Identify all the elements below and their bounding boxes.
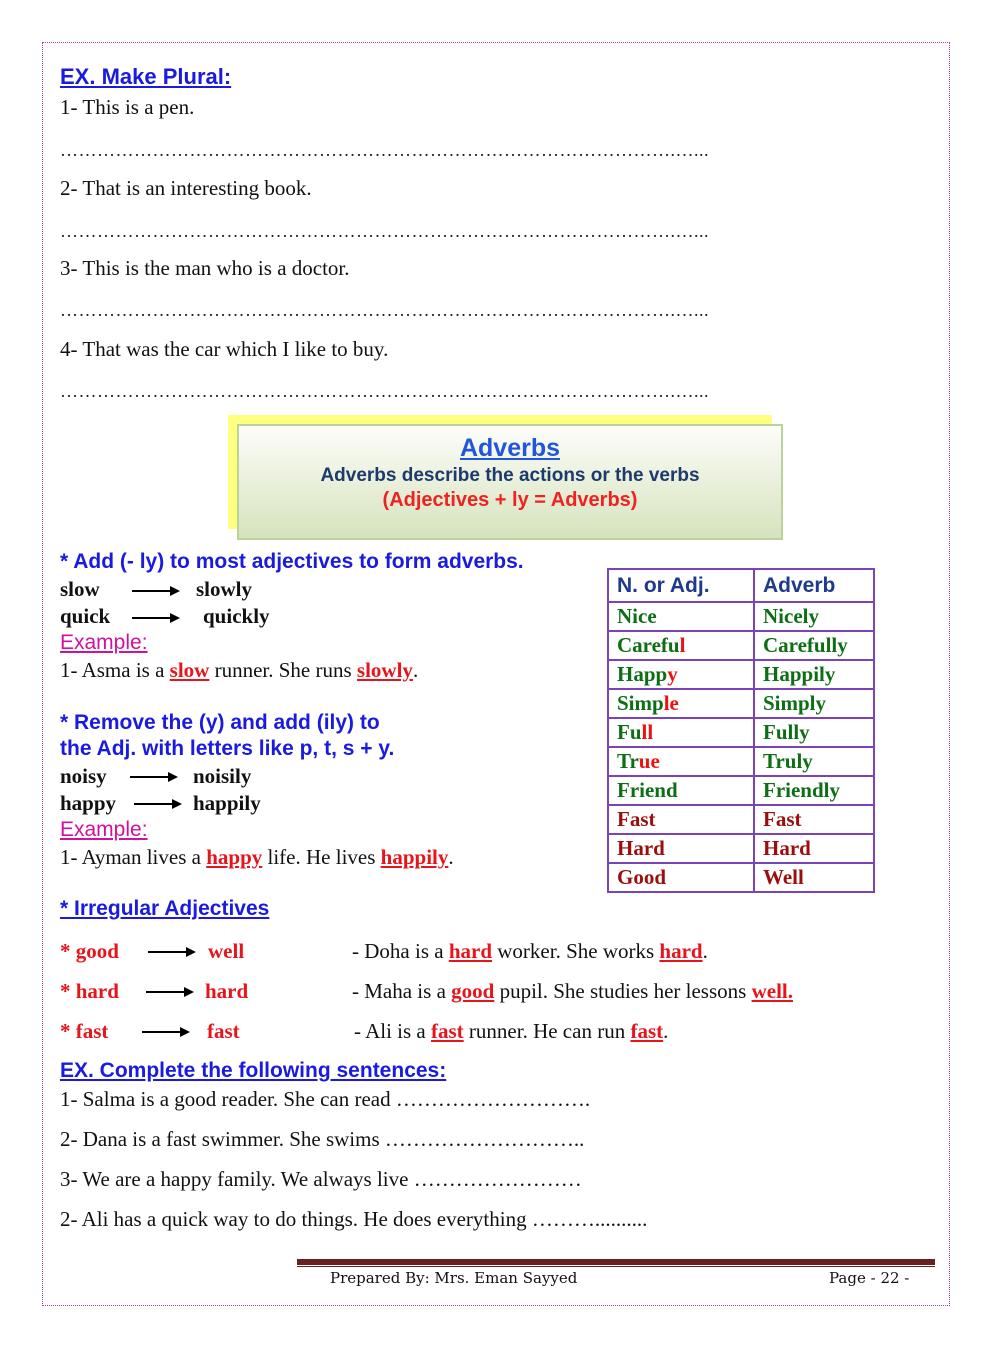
adverb-cell: Well — [754, 863, 874, 892]
text: . — [448, 845, 454, 869]
highlight-word: happily — [380, 845, 449, 869]
pair-to: slowly — [196, 577, 253, 601]
answer-line-1[interactable]: ……………………………………………………………………………………….…... — [60, 140, 709, 160]
arrow-icon — [142, 1025, 192, 1039]
irregular-example — [352, 979, 793, 1004]
adverb-cell: Simply — [754, 689, 874, 718]
table-row — [608, 718, 874, 747]
arrow-icon — [146, 985, 196, 999]
pair-to: noisily — [193, 764, 252, 788]
column-header: N. or Adj. — [608, 569, 754, 602]
adjective-suffix: ll — [641, 720, 654, 744]
adjective-base: Carefu — [617, 633, 680, 657]
text: - Doha is a — [352, 939, 449, 963]
complete-item-3: 3- We are a happy family. We always live …………………… — [60, 1167, 582, 1191]
highlight-word: fast — [431, 1019, 464, 1043]
rule2-heading-1: * Remove the (y) and add (ily) to — [60, 711, 380, 734]
adjective-base: Simp — [617, 691, 664, 715]
answer-line-2[interactable]: ……………………………………………………………………………………….…... — [60, 221, 709, 241]
text: worker. She works — [492, 939, 660, 963]
adjective-base: Fast — [617, 807, 656, 831]
adverb-cell: Carefully — [754, 631, 874, 660]
plural-title: EX. Make Plural: — [60, 64, 232, 89]
irregular-adjective: * hard — [60, 979, 119, 1003]
adverb-cell: Happily — [754, 660, 874, 689]
adjective-suffix: ue — [638, 749, 660, 773]
irregular-adverb: hard — [205, 979, 249, 1003]
adjective-suffix: y — [667, 662, 678, 686]
adverb-cell: Fully — [754, 718, 874, 747]
plural-item-3: 3- This is the man who is a doctor. — [60, 256, 350, 280]
irregular-example — [354, 1019, 668, 1044]
example-sentence — [60, 658, 418, 683]
adverb-cell: Fast — [754, 805, 874, 834]
example-label: Example: — [60, 818, 148, 841]
adverbs-subtitle: Adverbs describe the actions or the verbs — [320, 465, 700, 486]
answer-line-4[interactable]: ……………………………………………………………………………………….…... — [60, 381, 709, 401]
pair-to: quickly — [203, 604, 270, 628]
adjective-cell — [608, 660, 754, 689]
text: . — [663, 1019, 669, 1043]
table-row — [608, 660, 874, 689]
irregular-heading: * Irregular Adjectives — [60, 897, 270, 920]
highlight-word: well. — [751, 979, 793, 1003]
adverb-cell: Truly — [754, 747, 874, 776]
text: pupil. She studies her lessons — [494, 979, 752, 1003]
adjective-base: Nice — [617, 604, 657, 628]
table-row — [608, 631, 874, 660]
arrow-icon — [132, 611, 182, 625]
adverbs-formula: (Adjectives + ly = Adverbs) — [382, 489, 638, 511]
highlight-word: fast — [630, 1019, 664, 1043]
adjective-suffix: l — [679, 633, 686, 657]
highlight-word: slow — [169, 658, 210, 682]
complete-item-2: 2- Dana is a fast swimmer. She swims ……………………….. — [60, 1127, 585, 1151]
complete-item-4: 2- Ali has a quick way to do things. He does everything ……….......... — [60, 1207, 648, 1231]
arrow-icon — [148, 945, 198, 959]
adjective-base: Good — [617, 865, 667, 889]
adjective-base: Friend — [617, 778, 678, 802]
irregular-adverb: well — [208, 939, 245, 963]
text: runner. He can run — [463, 1019, 631, 1043]
adjective-cell — [608, 776, 754, 805]
text: 1- Asma is a — [60, 658, 170, 682]
plural-item-1: 1- This is a pen. — [60, 95, 195, 119]
adjective-base: Hard — [617, 836, 665, 860]
adjective-cell — [608, 689, 754, 718]
adverb-table — [607, 568, 875, 893]
irregular-adverb: fast — [207, 1019, 240, 1043]
text: - Ali is a — [354, 1019, 431, 1043]
footer-rule — [297, 1259, 935, 1265]
pair-from: slow — [60, 577, 100, 601]
arrow-icon — [130, 770, 180, 784]
pair-from: happy — [60, 791, 117, 815]
highlight-word: hard — [659, 939, 703, 963]
adjective-cell — [608, 805, 754, 834]
pair-from: noisy — [60, 764, 107, 788]
text: life. He lives — [262, 845, 381, 869]
table-row — [608, 602, 874, 631]
adjective-cell — [608, 631, 754, 660]
example-sentence — [60, 845, 454, 870]
adjective-cell — [608, 834, 754, 863]
text: . — [702, 939, 708, 963]
arrow-icon — [132, 584, 182, 598]
pair-to: happily — [193, 791, 261, 815]
highlight-word: slowly — [356, 658, 413, 682]
highlight-word: good — [451, 979, 495, 1003]
adverbs-title: Adverbs — [459, 434, 561, 462]
adjective-suffix: le — [663, 691, 679, 715]
footer-page: Page - 22 - — [829, 1269, 910, 1287]
text: - Maha is a — [352, 979, 452, 1003]
example-label: Example: — [60, 631, 148, 654]
table-row — [608, 863, 874, 892]
text: . — [412, 658, 419, 682]
plural-item-4: 4- That was the car which I like to buy. — [60, 337, 389, 361]
adjective-cell — [608, 602, 754, 631]
rule1-heading: * Add (- ly) to most adjectives to form adverbs. — [60, 550, 524, 573]
answer-line-3[interactable]: ……………………………………………………………………………………….…... — [60, 300, 709, 320]
table-row — [608, 747, 874, 776]
pair-from: quick — [60, 604, 111, 628]
adjective-base: Tr — [617, 749, 639, 773]
highlight-word: hard — [448, 939, 492, 963]
adverb-cell: Nicely — [754, 602, 874, 631]
adjective-base: Fu — [617, 720, 642, 744]
text: runner. She runs — [209, 658, 357, 682]
irregular-adjective: * fast — [60, 1019, 109, 1043]
adjective-base: Happ — [617, 662, 668, 686]
plural-item-2: 2- That is an interesting book. — [60, 176, 312, 200]
arrow-icon — [134, 797, 184, 811]
highlight-word: happy — [206, 845, 263, 869]
rule2-heading-2: the Adj. with letters like p, t, s + y. — [60, 737, 395, 760]
adverb-cell: Friendly — [754, 776, 874, 805]
irregular-example — [352, 939, 708, 964]
adjective-cell — [608, 718, 754, 747]
table-row — [608, 776, 874, 805]
adverbs-box — [237, 424, 783, 540]
footer-author: Prepared By: Mrs. Eman Sayyed — [330, 1269, 578, 1287]
adverb-cell: Hard — [754, 834, 874, 863]
table-row — [608, 689, 874, 718]
footer-rule-thin — [297, 1266, 935, 1267]
table-row — [608, 834, 874, 863]
text: 1- Ayman lives a — [60, 845, 207, 869]
table-header-row — [608, 569, 874, 602]
column-header: Adverb — [754, 569, 874, 602]
complete-item-1: 1- Salma is a good reader. She can read ………………………. — [60, 1087, 591, 1111]
adjective-cell — [608, 863, 754, 892]
adjective-cell — [608, 747, 754, 776]
complete-title: EX. Complete the following sentences: — [60, 1059, 447, 1082]
irregular-adjective: * good — [60, 939, 119, 963]
table-row — [608, 805, 874, 834]
